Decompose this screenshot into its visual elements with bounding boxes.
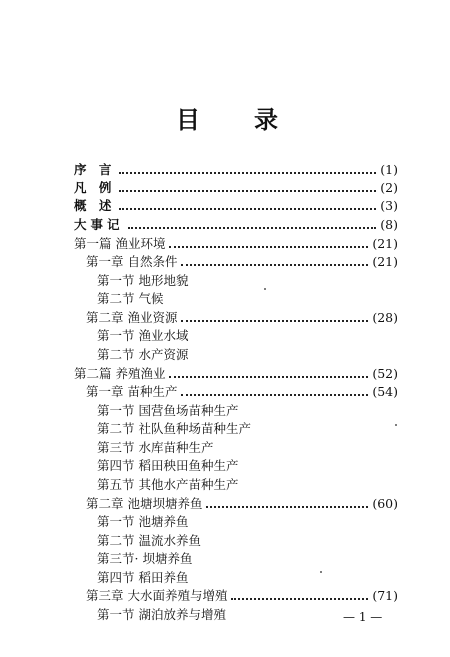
toc-entry-section — [97, 568, 188, 586]
toc-entry-section — [97, 419, 251, 437]
toc-entry-section — [97, 531, 201, 549]
toc-entry-label: 第二篇 养殖渔业 — [74, 366, 166, 381]
dot-leader — [119, 171, 376, 174]
toc-entry-section — [97, 512, 188, 530]
toc-entry-label: 第四节 稻田养鱼 — [97, 570, 189, 585]
toc-entry-label: 第二节 社队鱼种场苗种生产 — [97, 421, 251, 436]
toc-entry-chapter — [86, 494, 398, 512]
dot-leader — [119, 189, 376, 192]
toc-entry-label: 第一节 地形地貌 — [97, 273, 189, 288]
toc-entry-label: 第一节 渔业水域 — [97, 328, 189, 343]
toc-entry-page: (28) — [372, 309, 398, 325]
toc-entry-label: 第一节 池塘养鱼 — [97, 514, 189, 529]
toc-entry-label: 第一章 自然条件 — [86, 254, 178, 269]
toc-entry-section — [97, 289, 163, 307]
toc-entry-label: 第二节 气候 — [97, 291, 164, 306]
toc-entry-chapter — [86, 382, 398, 400]
toc-entry-label: 第二章 渔业资源 — [86, 310, 178, 325]
toc-entry-page: (60) — [372, 495, 398, 511]
dot-leader — [181, 393, 368, 396]
toc-entry-section — [97, 456, 238, 474]
toc-entry-section — [97, 326, 188, 344]
toc-entry-section — [97, 475, 238, 493]
toc-entry-section — [97, 271, 188, 289]
toc-entry-page: (52) — [372, 365, 398, 381]
title-char-1: 目 — [176, 106, 200, 134]
toc-entry-label: 第一节 国营鱼场苗种生产 — [97, 403, 239, 418]
toc-entry-page: (21) — [372, 235, 398, 251]
toc-entry-label: 第三节 水库苗种生产 — [97, 440, 214, 455]
toc-entry-label: 第一章 苗种生产 — [86, 384, 178, 399]
toc-entry-label: 第五节 其他水产苗种生产 — [97, 477, 239, 492]
toc-entry-section — [97, 605, 226, 623]
toc-entry-section — [97, 549, 192, 567]
toc-entry-label: 第三章 大水面养殖与增殖 — [86, 588, 228, 603]
dot-leader — [119, 207, 376, 210]
toc-entry-label: 第二节 温流水养鱼 — [97, 533, 201, 548]
toc-entry-chapter — [86, 308, 398, 326]
toc-entry-page: (8) — [380, 216, 398, 232]
toc-entry-top — [74, 196, 398, 214]
toc-entry-page: (54) — [372, 383, 398, 399]
print-speck — [320, 571, 322, 573]
page-number: — 1 — — [343, 610, 383, 624]
toc-entry-label: 大事记 — [74, 217, 124, 232]
dot-leader — [206, 505, 368, 508]
toc-entry-label: 第一节 湖泊放养与增殖 — [97, 607, 226, 622]
title-char-2: 录 — [254, 106, 278, 134]
toc-entry-section — [97, 401, 238, 419]
dot-leader — [169, 245, 368, 248]
toc-entry-top — [74, 215, 398, 233]
toc-entry-label: 第一篇 渔业环境 — [74, 236, 166, 251]
toc-entry-section — [97, 345, 188, 363]
toc-entry-chapter — [86, 586, 398, 604]
toc-entry-part — [74, 234, 398, 252]
toc-entry-page: (2) — [380, 179, 398, 195]
toc-entry-page: (3) — [380, 197, 398, 213]
toc-entry-page: (21) — [372, 253, 398, 269]
toc-entry-label: 序 言 — [74, 162, 116, 177]
toc-entry-part — [74, 364, 398, 382]
toc-entry-label: 第三节· 坝塘养鱼 — [97, 551, 193, 566]
toc-entry-section — [97, 438, 213, 456]
print-speck — [264, 288, 266, 290]
print-speck — [395, 424, 397, 426]
toc-entry-label: 第二节 水产资源 — [97, 347, 189, 362]
dot-leader — [181, 263, 368, 266]
toc-title — [0, 100, 450, 136]
toc-entry-top — [74, 160, 398, 178]
toc-entry-label: 概 述 — [74, 198, 116, 213]
toc-entry-page: (1) — [380, 161, 398, 177]
toc-entry-page: (71) — [372, 587, 398, 603]
dot-leader — [128, 226, 377, 229]
dot-leader — [181, 319, 368, 322]
toc-entry-chapter — [86, 252, 398, 270]
toc-entry-label: 凡 例 — [74, 180, 116, 195]
toc-entry-label: 第四节 稻田秧田鱼种生产 — [97, 458, 239, 473]
toc-entry-label: 第二章 池塘坝塘养鱼 — [86, 496, 203, 511]
dot-leader — [169, 375, 368, 378]
dot-leader — [231, 597, 368, 600]
toc-entry-top — [74, 178, 398, 196]
